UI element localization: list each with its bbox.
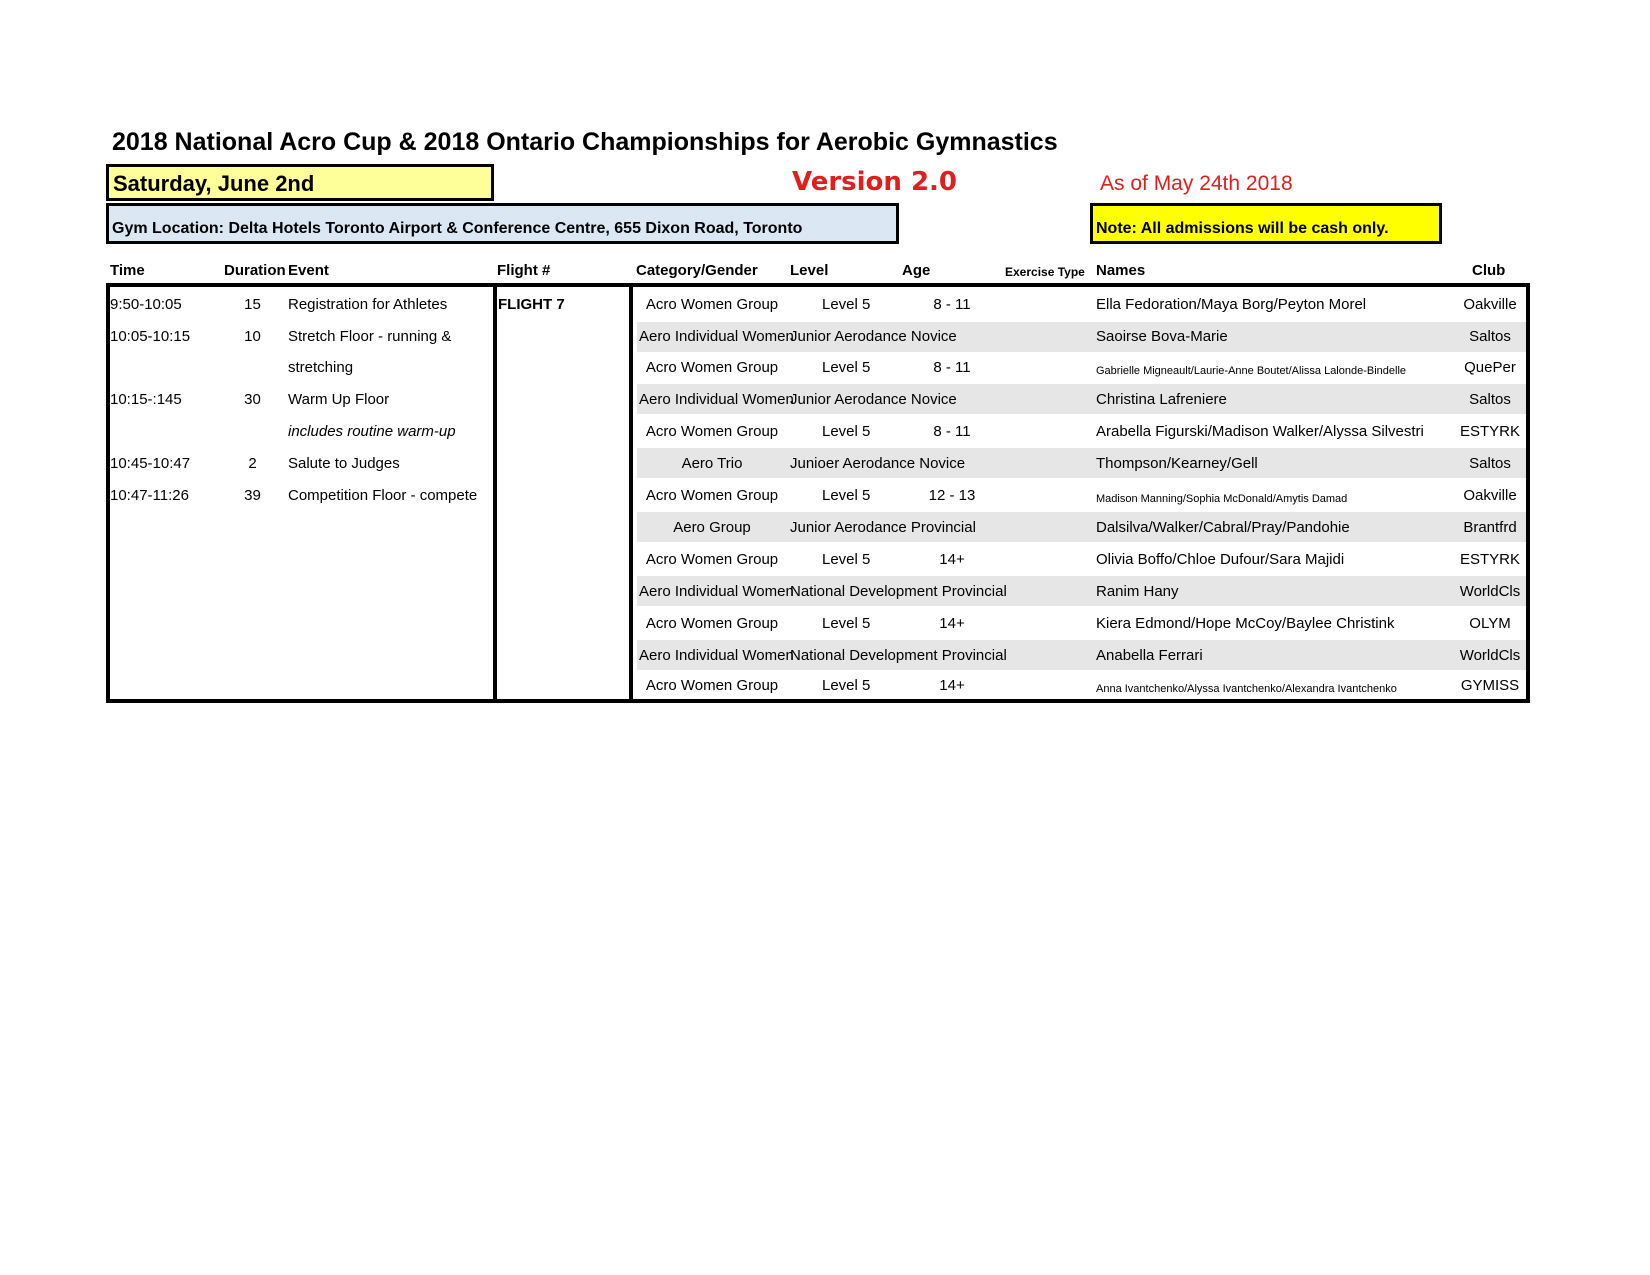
schedule-time: 10:05-10:15: [110, 328, 191, 345]
schedule-duration: 30: [244, 391, 261, 408]
entry-category: Aero Group: [673, 519, 751, 536]
entry-age: 14+: [939, 551, 965, 568]
col-header-duration: Duration: [224, 262, 286, 279]
entry-club: ESTYRK: [1459, 423, 1520, 440]
flight-label: FLIGHT 7: [498, 296, 565, 313]
entry-category: Acro Women Group: [645, 551, 779, 568]
page-title: 2018 National Acro Cup & 2018 Ontario Championships for Aerobic Gymnastics: [112, 128, 1058, 156]
entry-names: Saoirse Bova-Marie: [1096, 328, 1228, 345]
entry-level: Junior Aerodance Novice: [790, 391, 957, 408]
entry-level: National Development Provincial: [790, 647, 1007, 664]
entry-names: Arabella Figurski/Madison Walker/Alyssa Silvestri: [1096, 423, 1424, 440]
entry-age: 8 - 11: [933, 423, 971, 440]
entry-category: Aero Trio: [681, 455, 743, 472]
col-header-exercise-type: Exercise Type: [1005, 265, 1085, 279]
entry-age: 12 - 13: [928, 487, 976, 504]
entry-names: Kiera Edmond/Hope McCoy/Baylee Christink: [1096, 615, 1395, 632]
entry-level: Level 5: [822, 423, 871, 440]
entry-names: Madison Manning/Sophia McDonald/Amytis Damad: [1096, 493, 1348, 505]
col-header-names: Names: [1096, 262, 1146, 279]
version-label: Version 2.0: [792, 167, 958, 197]
schedule-time: 10:45-10:47: [110, 455, 191, 472]
entry-names: Anna Ivantchenko/Alyssa Ivantchenko/Alexandra Ivantchenko: [1096, 683, 1397, 695]
schedule-event: Registration for Athletes: [288, 296, 448, 313]
entry-names: Olivia Boffo/Chloe Dufour/Sara Majidi: [1096, 551, 1345, 568]
gym-location: Gym Location: Delta Hotels Toronto Airport & Conference Centre, 655 Dixon Road, Toronto: [106, 203, 899, 244]
admission-note: Note: All admissions will be cash only.: [1090, 203, 1442, 244]
column-divider: [629, 283, 633, 703]
schedule-event-continued: stretching: [288, 359, 354, 376]
entry-age: 14+: [939, 615, 965, 632]
schedule-duration: 39: [244, 487, 261, 504]
entry-category: Aero Individual Women: [639, 391, 794, 408]
entry-names: Ella Fedoration/Maya Borg/Peyton Morel: [1096, 296, 1367, 313]
entry-club: Oakville: [1463, 487, 1517, 504]
entry-club: OLYM: [1469, 615, 1511, 632]
entry-category: Acro Women Group: [645, 296, 779, 313]
schedule-duration: 15: [244, 296, 261, 313]
entry-club: ESTYRK: [1459, 551, 1520, 568]
entry-names: Gabrielle Migneault/Laurie-Anne Boutet/Alissa Lalonde-Bindelle: [1096, 365, 1407, 377]
col-header-club: Club: [1472, 262, 1506, 279]
schedule-time: 9:50-10:05: [110, 296, 182, 313]
entry-level: Junioer Aerodance Novice: [790, 455, 966, 472]
col-header-level: Level: [790, 262, 829, 279]
entry-age: 8 - 11: [933, 296, 971, 313]
entry-level: Level 5: [822, 677, 871, 694]
entry-category: Acro Women Group: [645, 615, 779, 632]
entry-age: 14+: [939, 677, 965, 694]
col-header-flight: Flight #: [497, 262, 551, 279]
entry-level: National Development Provincial: [790, 583, 1007, 600]
schedule-duration: 2: [248, 455, 257, 472]
entry-category: Acro Women Group: [645, 423, 779, 440]
entry-club: GYMISS: [1460, 677, 1520, 694]
col-header-event: Event: [288, 262, 329, 279]
schedule-time: 10:47-11:26: [110, 487, 189, 504]
entry-names: Thompson/Kearney/Gell: [1096, 455, 1258, 472]
entry-names: Christina Lafreniere: [1096, 391, 1227, 408]
schedule-time: 10:15-:145: [110, 391, 182, 408]
entry-names: Anabella Ferrari: [1096, 647, 1203, 664]
entry-club: Saltos: [1469, 328, 1511, 345]
entry-category: Aero Individual Women: [639, 583, 794, 600]
entry-club: Saltos: [1469, 455, 1511, 472]
entry-club: WorldCls: [1459, 583, 1521, 600]
entry-level: Level 5: [822, 359, 871, 376]
col-header-age: Age: [902, 262, 931, 279]
entry-level: Junior Aerodance Novice: [790, 328, 957, 345]
entry-level: Junior Aerodance Provincial: [790, 519, 976, 536]
schedule-event: Warm Up Floor: [288, 391, 390, 408]
entry-category: Aero Individual Women: [639, 647, 794, 664]
schedule-event-note: includes routine warm-up: [288, 423, 456, 440]
entry-club: Saltos: [1469, 391, 1511, 408]
column-divider: [493, 283, 497, 703]
entry-category: Aero Individual Women: [639, 328, 794, 345]
schedule-event: Salute to Judges: [288, 455, 400, 472]
event-date: Saturday, June 2nd: [106, 164, 494, 201]
entry-age: 8 - 11: [933, 359, 971, 376]
entry-club: WorldCls: [1459, 647, 1521, 664]
entry-category: Acro Women Group: [645, 487, 779, 504]
col-header-time: Time: [110, 262, 145, 279]
entry-level: Level 5: [822, 296, 871, 313]
entry-club: QuePer: [1464, 359, 1516, 376]
schedule-event: Competition Floor - compete: [288, 487, 478, 504]
entry-level: Level 5: [822, 487, 871, 504]
entry-club: Oakville: [1463, 296, 1517, 313]
entry-names: Ranim Hany: [1096, 583, 1179, 600]
entry-category: Acro Women Group: [645, 359, 779, 376]
entry-level: Level 5: [822, 551, 871, 568]
schedule-event: Stretch Floor - running &: [288, 328, 452, 345]
entry-club: Brantfrd: [1463, 519, 1517, 536]
entry-names: Dalsilva/Walker/Cabral/Pray/Pandohie: [1096, 519, 1350, 536]
as-of-date: As of May 24th 2018: [1100, 172, 1293, 195]
entry-category: Acro Women Group: [645, 677, 779, 694]
col-header-category: Category/Gender: [636, 262, 758, 279]
entry-level: Level 5: [822, 615, 871, 632]
schedule-duration: 10: [244, 328, 261, 345]
